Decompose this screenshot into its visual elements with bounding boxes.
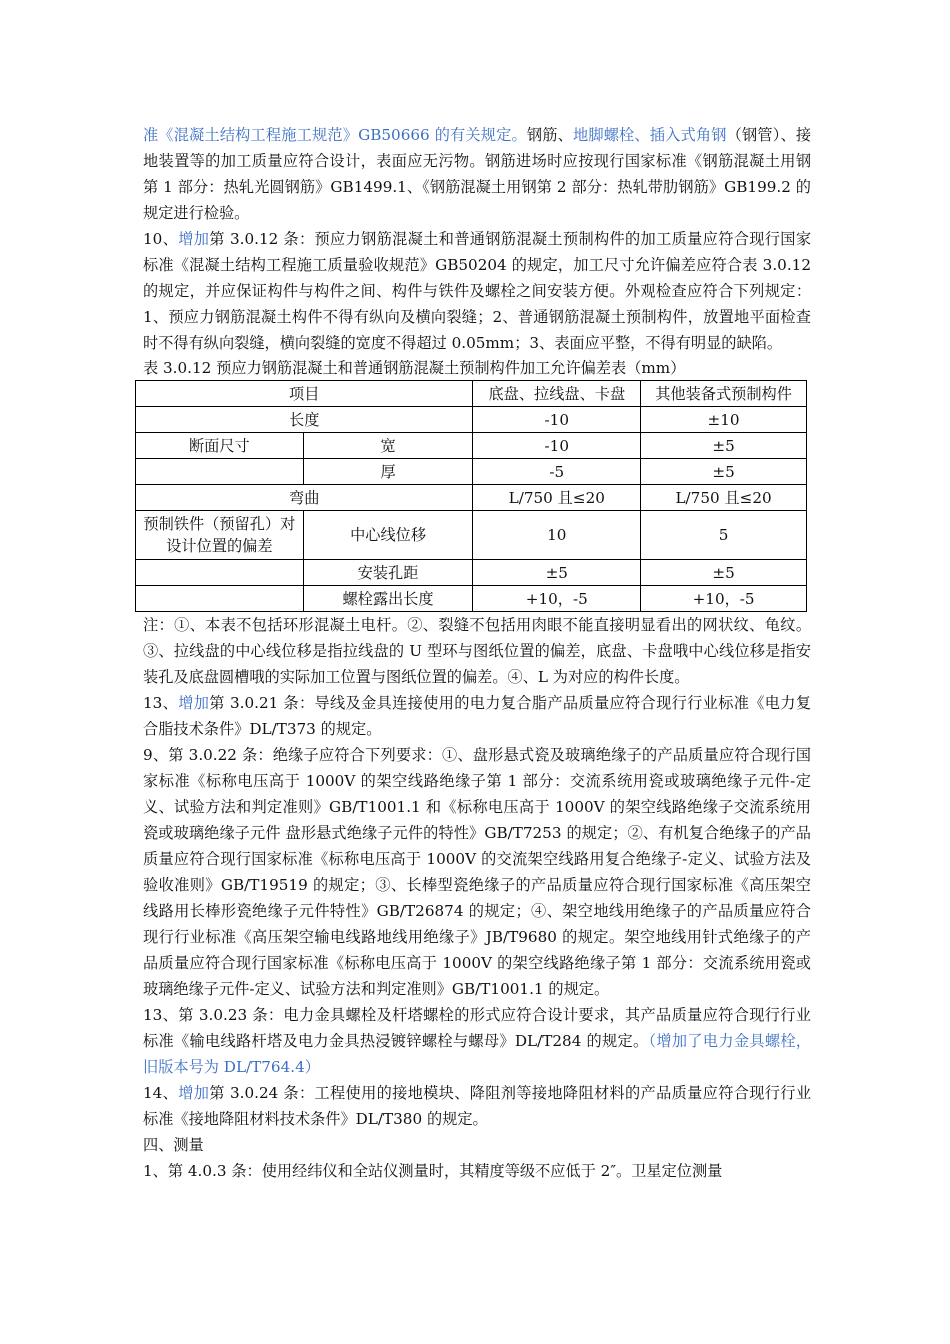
section-heading-measurement: 四、测量: [143, 1136, 204, 1154]
paragraph-3-0-12: [143, 226, 811, 356]
table-cell: L/750 且≤20: [641, 485, 807, 511]
highlighted-text: 准《混凝土结构工程施工规范》GB50666 的有关规定。: [143, 126, 527, 144]
table-cell: -10: [473, 407, 641, 433]
table-row: [136, 511, 807, 560]
added-marker: 增加: [178, 694, 210, 712]
paragraph-3-0-21: [143, 690, 811, 742]
table-row: [136, 381, 807, 407]
paragraph-text: 第 3.0.12 条：预应力钢筋混凝土和普通钢筋混凝土预制构件的加工质量应符合现行国家标准《混凝土结构工程施工质量验收规范》GB50204 的规定，加工尺寸允许偏差应符合表 3.0.12 的规定，并应保证构件与构件之间、构件与铁件及螺栓之间安装方便。外观检查应符合下列规定：1、预应力钢筋混凝土构件不得有纵向及横向裂缝；2、普通钢筋混凝土预制构件，放置地平面检查时不得有纵向裂缝，横向裂缝的宽度不得超过 0.05mm；3、表面应平整，不得有明显的缺陷。: [143, 230, 812, 352]
highlighted-text: 地脚螺栓、插入式角钢: [572, 126, 727, 144]
table-cell: 厚: [303, 459, 473, 485]
table-cell: 10: [473, 511, 641, 560]
table-cell: 弯曲: [136, 485, 473, 511]
table-row: [136, 560, 807, 586]
table-cell: +10，-5: [473, 586, 641, 612]
table-cell: ±5: [473, 560, 641, 586]
table-cell: L/750 且≤20: [473, 485, 641, 511]
header-cell: 底盘、拉线盘、卡盘: [473, 381, 641, 407]
paragraph-text: 第 3.0.24 条：工程使用的接地模块、降阻剂等接地降阻材料的产品质量应符合现行行业标准《接地降阻材料技术条件》DL/T380 的规定。: [143, 1084, 812, 1128]
table-cell: ±10: [641, 407, 807, 433]
item-number: 14、: [143, 1084, 179, 1102]
table-cell: ±5: [641, 560, 807, 586]
added-marker: 增加: [178, 1084, 210, 1102]
paragraph-3-0-23: [143, 1002, 811, 1080]
header-cell: 项目: [136, 381, 473, 407]
table-cell: 预制铁件（预留孔）对设计位置的偏差: [136, 511, 304, 560]
header-cell: 其他装备式预制构件: [641, 381, 807, 407]
table-cell-empty: [136, 459, 304, 485]
table-row: [136, 485, 807, 511]
table-note: 注：①、本表不包括环形混凝土电杆。②、裂缝不包括用肉眼不能直接明显看出的网状纹、龟纹。③、拉线盘的中心线位移是指拉线盘的 U 型环与图纸位置的偏差，底盘、卡盘哦中心线位移是指安装孔及底盘圆槽哦的实际加工位置与图纸位置的偏差。④、L 为对应的构件长度。: [143, 616, 811, 686]
table-cell: +10，-5: [641, 586, 807, 612]
paragraph-text: 钢筋、: [526, 126, 573, 144]
deviation-table: [135, 380, 807, 612]
paragraph-text: （钢管）、接地装置等的加工质量应符合设计，表面应无污物。钢筋进场时应按现行国家标准《钢筋混凝土用钢第 1 部分：热轧光圆钢筋》GB1499.1、《钢筋混凝土用钢第 2 部分：热轧带肋钢筋》GB199.2 的规定进行检验。: [143, 126, 812, 222]
item-number: 10、: [143, 230, 179, 248]
table-cell: 宽: [303, 433, 473, 459]
added-marker: 增加: [178, 230, 210, 248]
table-cell: 长度: [136, 407, 473, 433]
table-cell: -10: [473, 433, 641, 459]
table-cell: 螺栓露出长度: [303, 586, 473, 612]
table-cell-empty: [136, 560, 304, 586]
paragraph-3-0-24: [143, 1080, 811, 1132]
table-cell: 安装孔距: [303, 560, 473, 586]
paragraph-3-0-22: 9、第 3.0.22 条：绝缘子应符合下列要求：①、盘形悬式瓷及玻璃绝缘子的产品质量应符合现行国家标准《标称电压高于 1000V 的架空线路绝缘子第 1 部分：交流系统用瓷或玻璃绝缘子元件-定义、试验方法和判定准则》GB/T1001.1 和《标称电压高于 1000V 的架空线路绝缘子交流系统用瓷或玻璃绝缘子元件 盘形悬式绝缘子元件的特性》GB/T7253 的规定；②、有机复合绝缘子的产品质量应符合现行国家标准《标称电压高于 1000V 的交流架空线路用复合绝缘子-定义、试验方法及验收准则》GB/T19519 的规定；③、长棒型瓷绝缘子的产品质量应符合现行国家标准《高压架空线路用长棒形瓷绝缘子元件特性》GB/T26874 的规定；④、架空地线用绝缘子的产品质量应符合现行行业标准《高压架空输电线路地线用绝缘子》JB/T9680 的规定。架空地线用针式绝缘子的产品质量应符合现行国家标准《标称电压高于 1000V 的架空线路绝缘子第 1 部分：交流系统用瓷或玻璃绝缘子元件-定义、试验方法和判定准则》GB/T1001.1 的规定。: [143, 746, 811, 998]
table-row: [136, 433, 807, 459]
table-cell: -5: [473, 459, 641, 485]
paragraph-steel-processing: [143, 122, 811, 226]
table-cell: 断面尺寸: [136, 433, 304, 459]
paragraph-text: 13、第 3.0.23 条：电力金具螺栓及杆塔螺栓的形式应符合设计要求，其产品质量应符合现行行业标准《输电线路杆塔及电力金具热浸镀锌螺栓与螺母》DL/T284 的规定。: [143, 1006, 811, 1050]
table-row: [136, 407, 807, 433]
table-caption: 表 3.0.12 预应力钢筋混凝土和普通钢筋混凝土预制构件加工允许偏差表（mm）: [143, 359, 686, 377]
table-cell: ±5: [641, 433, 807, 459]
table-cell: 中心线位移: [303, 511, 473, 560]
paragraph-4-0-3: 1、第 4.0.3 条：使用经纬仪和全站仪测量时，其精度等级不应低于 2″。卫星定位测量: [143, 1162, 723, 1180]
table-cell-empty: [136, 586, 304, 612]
item-number: 13、: [143, 694, 179, 712]
table-cell: ±5: [641, 459, 807, 485]
paragraph-text: 第 3.0.21 条：导线及金具连接使用的电力复合脂产品质量应符合现行行业标准《电力复合脂技术条件》DL/T373 的规定。: [143, 694, 812, 738]
table-row: [136, 459, 807, 485]
table-row: [136, 586, 807, 612]
revision-note: （增加了电力金具螺栓，旧版本号为 DL/T764.4）: [143, 1032, 811, 1076]
table-cell: 5: [641, 511, 807, 560]
document-page: [143, 122, 811, 1184]
